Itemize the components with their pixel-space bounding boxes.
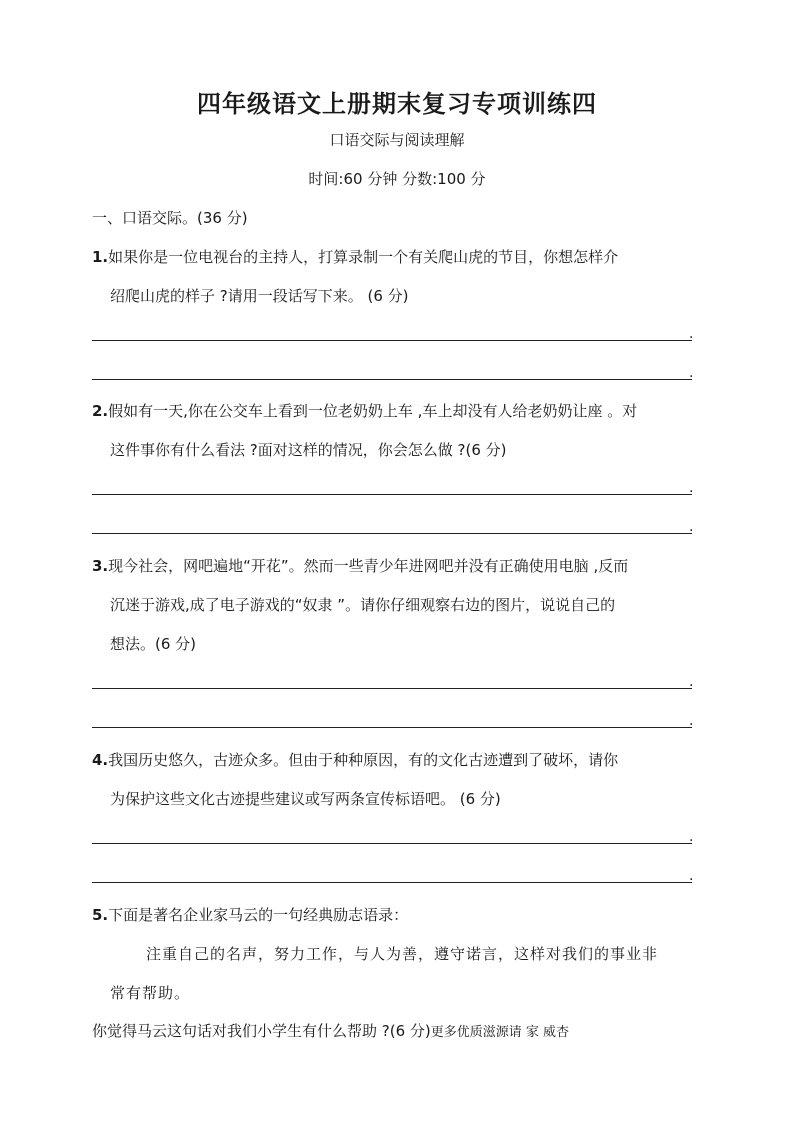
question-1-line-2: 绍爬山虎的样子 ?请用一段话写下来。 (6 分) — [110, 287, 409, 305]
footer-note: 更多优质滋源请 家 威杏 — [430, 1025, 570, 1040]
page-subtitle: 口语交际与阅读理解 — [329, 131, 465, 149]
question-3-line-2: 沉迷于游戏,成了电子游戏的“奴隶 ”。请你仔细观察右边的图片，说说自己的 — [110, 596, 616, 614]
question-number: 1. — [92, 248, 109, 266]
question-text: 现今社会，网吧遍地“开花”。然而一些青少年进网吧并没有正确使用电脑 ,反而 — [108, 557, 629, 575]
quote-line-2: 常有帮助。 — [110, 984, 191, 1002]
question-text: 我国历史悠久，古迹众多。但由于种种原因，有的文化古迹遭到了破坏，请你 — [108, 751, 619, 769]
page-title: 四年级语文上册期末复习专项训练四 — [197, 90, 597, 118]
answer-end-mark: . — [689, 365, 694, 381]
question-2-line-1 — [92, 400, 637, 421]
answer-line[interactable] — [92, 882, 692, 883]
answer-line[interactable] — [92, 340, 692, 341]
question-5-line-1 — [92, 904, 408, 925]
question-text: 假如有一天,你在公交车上看到一位老奶奶上车 ,车上却没有人给老奶奶让座 。对 — [108, 402, 638, 420]
question-number: 4. — [92, 751, 109, 769]
question-number: 2. — [92, 402, 109, 420]
answer-end-mark: . — [689, 829, 694, 845]
question-text: 下面是著名企业家马云的一句经典励志语录： — [108, 906, 409, 924]
time-score-info: 时间:60 分钟 分数:100 分 — [308, 170, 486, 188]
answer-line[interactable] — [92, 843, 692, 844]
answer-line[interactable] — [92, 688, 692, 689]
answer-end-mark: . — [689, 519, 694, 535]
answer-end-mark: . — [689, 480, 694, 496]
section-heading: 一、口语交际。(36 分) — [92, 209, 248, 227]
final-question-text: 你觉得马云这句话对我们小学生有什么帮助 ?(6 分) — [92, 1022, 431, 1040]
answer-line[interactable] — [92, 379, 692, 380]
answer-line[interactable] — [92, 533, 692, 534]
question-text: 如果你是一位电视台的主持人，打算录制一个有关爬山虎的节目，你想怎样介 — [108, 248, 619, 266]
quote-line-1: 注重自己的名声，努力工作，与人为善，遵守诺言，这样对我们的事业非 — [146, 945, 659, 963]
answer-end-mark: . — [689, 868, 694, 884]
question-4-line-1 — [92, 749, 618, 770]
answer-line[interactable] — [92, 494, 692, 495]
question-4-line-2: 为保护这些文化古迹提些建议或写两条宣传标语吧。 (6 分) — [110, 790, 501, 808]
answer-line[interactable] — [92, 727, 692, 728]
question-number: 5. — [92, 906, 109, 924]
answer-end-mark: . — [689, 674, 694, 690]
question-number: 3. — [92, 557, 109, 575]
answer-end-mark: . — [689, 713, 694, 729]
question-1-line-1 — [92, 246, 618, 267]
question-3-line-3: 想法。(6 分) — [110, 635, 197, 653]
question-2-line-2: 这件事你有什么看法 ?面对这样的情况，你会怎么做 ?(6 分) — [110, 441, 507, 459]
answer-end-mark: . — [689, 326, 694, 342]
final-question — [92, 1020, 569, 1041]
question-3-line-1 — [92, 555, 628, 576]
